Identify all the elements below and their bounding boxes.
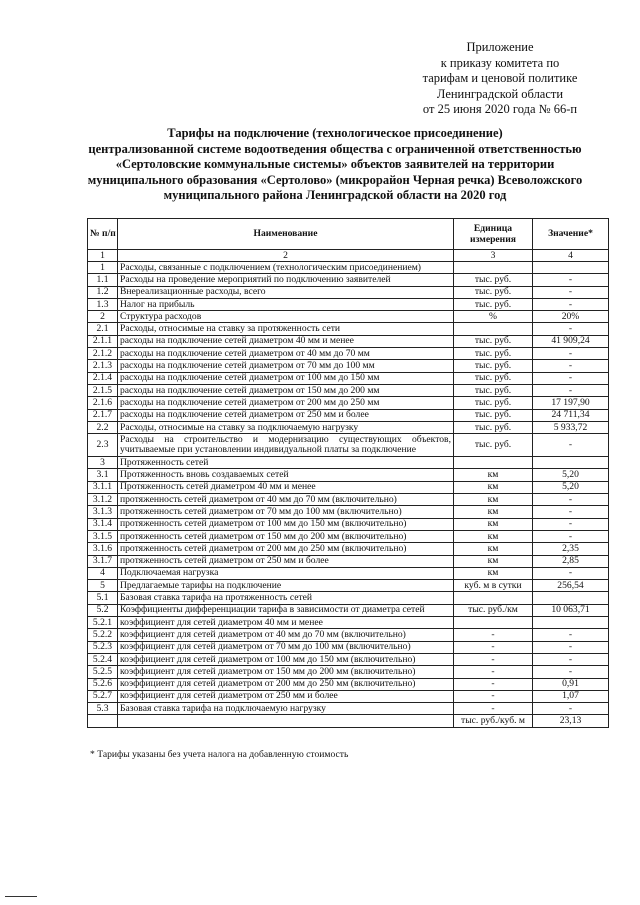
cell-name: Протяженность сетей диаметром 40 мм и менее <box>118 481 454 493</box>
cell-value: 5,20 <box>533 469 609 481</box>
cell-unit: - <box>454 653 533 665</box>
table-index-row <box>88 250 609 262</box>
table-row <box>88 409 609 421</box>
cell-unit: тыс. руб. <box>454 397 533 409</box>
cell-name: расходы на подключение сетей диаметром от 100 мм до 150 мм <box>118 372 454 384</box>
cell-name: Подключаемая нагрузка <box>118 567 454 579</box>
cell-value: - <box>533 641 609 653</box>
cell-num <box>88 715 118 727</box>
table-row <box>88 348 609 360</box>
appendix-line: к приказу комитета по <box>440 55 560 70</box>
cell-num: 1 <box>88 262 118 274</box>
table-row <box>88 506 609 518</box>
cell-unit: км <box>454 518 533 530</box>
cell-num: 5.2.3 <box>88 641 118 653</box>
cell-num: 4 <box>88 567 118 579</box>
cell-value: - <box>533 298 609 310</box>
cell-unit: - <box>454 666 533 678</box>
cell-value: - <box>533 530 609 542</box>
cell-num: 2.1 <box>88 323 118 335</box>
table-row <box>88 434 609 457</box>
title-line: централизованной системе водоотведения общества с ограниченной ответственностью <box>88 141 582 156</box>
cell-value: 1,07 <box>533 690 609 702</box>
header-unit: Единица измерения <box>454 219 533 250</box>
cell-unit: - <box>454 703 533 715</box>
cell-num: 5.3 <box>88 703 118 715</box>
cell-num: 2.1.5 <box>88 384 118 396</box>
table-row <box>88 481 609 493</box>
table-row <box>88 323 609 335</box>
table-row <box>88 555 609 567</box>
tariff-table <box>87 218 609 728</box>
cell-name: Протяженность вновь создаваемых сетей <box>118 469 454 481</box>
cell-num: 5.2.5 <box>88 666 118 678</box>
cell-value: - <box>533 323 609 335</box>
cell-name: Протяженность сетей <box>118 457 454 469</box>
table-row <box>88 274 609 286</box>
cell-unit: куб. м в сутки <box>454 580 533 592</box>
cell-value: - <box>533 434 609 457</box>
cell-name: Расходы, связанные с подключением (технологическим присоединением) <box>118 262 454 274</box>
cell-unit <box>454 323 533 335</box>
cell-name: Внереализационные расходы, всего <box>118 286 454 298</box>
document-title <box>75 126 595 204</box>
table-row <box>88 567 609 579</box>
table-row <box>88 617 609 629</box>
index-cell: 4 <box>533 250 609 262</box>
cell-unit: тыс. руб. <box>454 384 533 396</box>
cell-name: Коэффициенты дифференциации тарифа в зависимости от диаметра сетей <box>118 604 454 616</box>
cell-name <box>118 715 454 727</box>
table-row <box>88 469 609 481</box>
cell-num: 3.1.6 <box>88 543 118 555</box>
cell-value: 2,85 <box>533 555 609 567</box>
cell-num: 1.2 <box>88 286 118 298</box>
cell-num: 3.1.5 <box>88 530 118 542</box>
cell-name: Расходы на проведение мероприятий по подключению заявителей <box>118 274 454 286</box>
cell-name: Расходы на строительство и модернизацию существующих объектов, учитываемые при установлении индивидуальной платы за подключение <box>118 434 454 457</box>
cell-unit: тыс. руб. <box>454 421 533 433</box>
cell-value: - <box>533 653 609 665</box>
table-row <box>88 641 609 653</box>
cell-name: протяженность сетей диаметром от 200 мм до 250 мм (включительно) <box>118 543 454 555</box>
cell-name: коэффициент для сетей диаметром от 40 мм до 70 мм (включительно) <box>118 629 454 641</box>
cell-value: - <box>533 506 609 518</box>
cell-num: 2.1.4 <box>88 372 118 384</box>
cell-unit <box>454 617 533 629</box>
cell-num: 5.2.6 <box>88 678 118 690</box>
cell-value: 41 909,24 <box>533 335 609 347</box>
cell-name: коэффициент для сетей диаметром от 250 мм и более <box>118 690 454 702</box>
cell-unit: тыс. руб./км <box>454 604 533 616</box>
table-row <box>88 690 609 702</box>
table-row <box>88 604 609 616</box>
appendix-line: тарифам и ценовой политике <box>422 71 578 85</box>
title-line: муниципального района Ленинградской области на 2020 год <box>163 188 507 202</box>
cell-num: 3.1.4 <box>88 518 118 530</box>
cell-num: 5.2.2 <box>88 629 118 641</box>
cell-num: 3.1 <box>88 469 118 481</box>
cell-num: 1.1 <box>88 274 118 286</box>
cell-num: 2.1.2 <box>88 348 118 360</box>
cell-value: - <box>533 384 609 396</box>
cell-name: протяженность сетей диаметром от 40 мм до 70 мм (включительно) <box>118 494 454 506</box>
cell-unit: км <box>454 469 533 481</box>
cell-unit: - <box>454 641 533 653</box>
cell-value: 5,20 <box>533 481 609 493</box>
cell-value: - <box>533 666 609 678</box>
cell-unit: км <box>454 481 533 493</box>
cell-value: - <box>533 372 609 384</box>
cell-unit: - <box>454 690 533 702</box>
cell-num: 2.1.7 <box>88 409 118 421</box>
table-row <box>88 629 609 641</box>
cell-num: 3.1.1 <box>88 481 118 493</box>
table-row <box>88 653 609 665</box>
table-header-row <box>88 219 609 250</box>
cell-num: 2.1.6 <box>88 397 118 409</box>
cell-unit: тыс. руб. <box>454 372 533 384</box>
appendix-line: Приложение <box>466 40 534 54</box>
cell-value: 256,54 <box>533 580 609 592</box>
cell-unit: тыс. руб./куб. м <box>454 715 533 727</box>
cell-unit: тыс. руб. <box>454 434 533 457</box>
cell-num: 2 <box>88 311 118 323</box>
cell-unit: км <box>454 506 533 518</box>
cell-value: 24 711,34 <box>533 409 609 421</box>
cell-unit: тыс. руб. <box>454 298 533 310</box>
index-cell: 1 <box>88 250 118 262</box>
cell-value: 23,13 <box>533 715 609 727</box>
cell-unit: тыс. руб. <box>454 360 533 372</box>
appendix-line: Ленинградской области <box>436 86 564 101</box>
cell-value: - <box>533 518 609 530</box>
cell-value <box>533 617 609 629</box>
cell-name: Расходы, относимые на ставку за подключаемую нагрузку <box>118 421 454 433</box>
cell-name: Предлагаемые тарифы на подключение <box>118 580 454 592</box>
index-cell: 3 <box>454 250 533 262</box>
table-row <box>88 715 609 727</box>
cell-num: 5.2 <box>88 604 118 616</box>
cell-num: 5.1 <box>88 592 118 604</box>
header-value: Значение* <box>533 219 609 250</box>
table-row <box>88 311 609 323</box>
cell-num: 3.1.3 <box>88 506 118 518</box>
table-row <box>88 335 609 347</box>
cell-name: протяженность сетей диаметром от 70 мм до 100 мм (включительно) <box>118 506 454 518</box>
cell-unit: тыс. руб. <box>454 274 533 286</box>
table-row <box>88 580 609 592</box>
cell-value <box>533 457 609 469</box>
cell-name: коэффициент для сетей диаметром от 70 мм до 100 мм (включительно) <box>118 641 454 653</box>
header-name: Наименование <box>118 219 454 250</box>
cell-num: 5.2.7 <box>88 690 118 702</box>
cell-num: 1.3 <box>88 298 118 310</box>
table-row <box>88 384 609 396</box>
cell-unit: км <box>454 543 533 555</box>
cell-name: расходы на подключение сетей диаметром от 150 мм до 200 мм <box>118 384 454 396</box>
table-row <box>88 397 609 409</box>
cell-name: расходы на подключение сетей диаметром от 200 мм до 250 мм <box>118 397 454 409</box>
table-row <box>88 703 609 715</box>
cell-name: коэффициент для сетей диаметром от 200 мм до 250 мм (включительно) <box>118 678 454 690</box>
table-row <box>88 286 609 298</box>
cell-value: - <box>533 348 609 360</box>
cell-name: коэффициент для сетей диаметром от 100 мм до 150 мм (включительно) <box>118 653 454 665</box>
cell-value: 5 933,72 <box>533 421 609 433</box>
index-cell: 2 <box>118 250 454 262</box>
cell-name: расходы на подключение сетей диаметром от 250 мм и более <box>118 409 454 421</box>
table-row <box>88 530 609 542</box>
cell-unit: тыс. руб. <box>454 335 533 347</box>
cell-value: 17 197,90 <box>533 397 609 409</box>
cell-name: протяженность сетей диаметром от 250 мм и более <box>118 555 454 567</box>
cell-num: 5.2.4 <box>88 653 118 665</box>
cell-name: Базовая ставка тарифа на подключаемую нагрузку <box>118 703 454 715</box>
appendix-block <box>400 40 600 118</box>
cell-num: 2.3 <box>88 434 118 457</box>
cell-name: расходы на подключение сетей диаметром от 40 мм до 70 мм <box>118 348 454 360</box>
cell-unit: - <box>454 629 533 641</box>
cell-value <box>533 262 609 274</box>
footnote: * Тарифы указаны без учета налога на добавленную стоимость <box>90 749 349 760</box>
cell-value: - <box>533 274 609 286</box>
appendix-line: от 25 июня 2020 года № 66-п <box>422 102 578 116</box>
title-line: «Сертоловские коммунальные системы» объектов заявителей на территории <box>115 157 555 171</box>
cell-name: коэффициент для сетей диаметром от 150 мм до 200 мм (включительно) <box>118 666 454 678</box>
cell-unit: км <box>454 555 533 567</box>
cell-unit <box>454 457 533 469</box>
cell-num: 3.1.2 <box>88 494 118 506</box>
table-row <box>88 518 609 530</box>
cell-name: Налог на прибыль <box>118 298 454 310</box>
table-row <box>88 494 609 506</box>
cell-value: 10 063,71 <box>533 604 609 616</box>
cell-name: расходы на подключение сетей диаметром от 70 мм до 100 мм <box>118 360 454 372</box>
table-row <box>88 678 609 690</box>
table-row <box>88 421 609 433</box>
cell-unit: % <box>454 311 533 323</box>
cell-unit: км <box>454 567 533 579</box>
cell-value: - <box>533 494 609 506</box>
table-row <box>88 298 609 310</box>
cell-name: Структура расходов <box>118 311 454 323</box>
page-edge-mark <box>5 896 37 897</box>
title-line: муниципального образования «Сертолово» (микрорайон Черная речка) Всеволожского <box>87 172 583 187</box>
cell-unit: км <box>454 530 533 542</box>
table-row <box>88 592 609 604</box>
cell-value: - <box>533 567 609 579</box>
cell-value <box>533 592 609 604</box>
cell-unit: тыс. руб. <box>454 286 533 298</box>
cell-unit <box>454 262 533 274</box>
cell-value: - <box>533 360 609 372</box>
cell-name: протяженность сетей диаметром от 100 мм до 150 мм (включительно) <box>118 518 454 530</box>
cell-num: 5 <box>88 580 118 592</box>
cell-num: 5.2.1 <box>88 617 118 629</box>
cell-name: расходы на подключение сетей диаметром 40 мм и менее <box>118 335 454 347</box>
cell-value: 2,35 <box>533 543 609 555</box>
cell-num: 2.1.3 <box>88 360 118 372</box>
cell-unit: - <box>454 678 533 690</box>
cell-num: 2.1.1 <box>88 335 118 347</box>
cell-unit: тыс. руб. <box>454 348 533 360</box>
cell-num: 2.2 <box>88 421 118 433</box>
cell-value: 0,91 <box>533 678 609 690</box>
cell-unit <box>454 592 533 604</box>
cell-num: 3.1.7 <box>88 555 118 567</box>
cell-value: - <box>533 703 609 715</box>
cell-unit: тыс. руб. <box>454 409 533 421</box>
cell-name: коэффициент для сетей диаметром 40 мм и менее <box>118 617 454 629</box>
table-row <box>88 360 609 372</box>
cell-unit: км <box>454 494 533 506</box>
table-row <box>88 262 609 274</box>
cell-value: - <box>533 629 609 641</box>
cell-num: 3 <box>88 457 118 469</box>
table-row <box>88 457 609 469</box>
cell-name: протяженность сетей диаметром от 150 мм до 200 мм (включительно) <box>118 530 454 542</box>
table-row <box>88 543 609 555</box>
table-row <box>88 372 609 384</box>
cell-value: - <box>533 286 609 298</box>
cell-name: Расходы, относимые на ставку за протяженность сети <box>118 323 454 335</box>
cell-value: 20% <box>533 311 609 323</box>
cell-name: Базовая ставка тарифа на протяженность сетей <box>118 592 454 604</box>
header-num: № п/п <box>88 219 118 250</box>
table-row <box>88 666 609 678</box>
title-line: Тарифы на подключение (технологическое присоединение) <box>167 126 503 140</box>
